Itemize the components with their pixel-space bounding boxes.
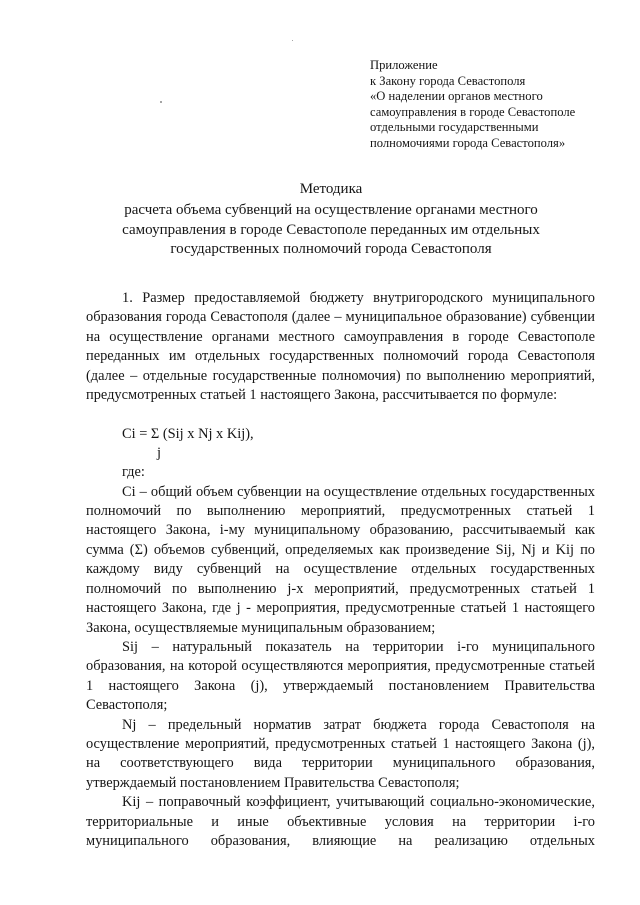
title-subtitle-line: самоуправления в городе Севастополе переданных им отдельных <box>122 221 540 238</box>
document-body <box>86 289 595 851</box>
scan-speck <box>292 40 293 41</box>
formula-sum-index: j <box>157 444 161 461</box>
appendix-line: «О наделении органов местного <box>370 89 543 104</box>
appendix-line: к Закону города Севастополя <box>370 73 526 88</box>
formula-expression: Ci = Σ (Sij x Nj x Kij), <box>122 426 254 443</box>
appendix-line: Приложение <box>370 58 438 72</box>
paragraph-1: 1. Размер предоставляемой бюджету внутригородского муниципального образования города Севастополя (далее – муниципальное образование) субвенции на осуществление органами местного самоуправления в городе Севастополе переданных им отдельных государственных полномочий города Севастополя (далее – отдельные государственные полномочия) по выполнению мероприятий, предусмотренных статьей 1 настоящего Закона, рассчитывается по формуле: <box>86 290 595 404</box>
title-heading: Методика <box>299 181 363 197</box>
where-label: где: <box>122 464 145 481</box>
appendix-note <box>370 58 632 152</box>
definition-nj: Nj – предельный норматив затрат бюджета города Севастополя на осуществление мероприятий, предусмотренных статьей 1 настоящего Закона (j), на соответствующего вида территории муниципального образования, утверждаемый постановлением Правительства Севастополя; <box>86 716 595 791</box>
title-subtitle-line: расчета объема субвенций на осуществление органами местного <box>124 202 538 219</box>
appendix-line: самоуправления в городе Севастополе <box>370 104 576 119</box>
definition-ci: Ci – общий объем субвенции на осуществление отдельных государственных полномочий по выполнению мероприятий, предусмотренных статьей 1 настоящего Закона, i-му муниципальному образованию, рассчитываемый как сумма (Σ) объемов субвенций, определяемых как произведение Sij, Nj и Kij по каждому виду субвенций на осуществление отдельных государственных полномочий по выполнению j-х мероприятий, предусмотренных статьей 1 настоящего Закона, где j - мероприятия, предусмотренные статьей 1 настоящего Закона, осуществляемые муниципальным образованием; <box>86 483 595 636</box>
formula <box>86 425 595 463</box>
scan-speck <box>160 101 162 103</box>
title-subtitle-line: государственных полномочий города Севастополя <box>170 241 492 258</box>
appendix-line: полномочиями города Севастополя» <box>370 135 566 150</box>
definition-sij: Sij – натуральный показатель на территории i-го муниципального образования, на которой осуществляются мероприятия, предусмотренные статьей 1 настоящего Закона (j), утверждаемый постановлением Правительства Севастополя; <box>86 638 595 714</box>
definition-kij: Kij – поправочный коэффициент, учитывающий социально-экономические, территориальные и иные объективные условия на территории i-го муниципального образования, влияющие на реализацию отдельных <box>86 794 595 849</box>
appendix-line: отдельными государственными <box>370 120 539 135</box>
document-title <box>68 180 594 260</box>
